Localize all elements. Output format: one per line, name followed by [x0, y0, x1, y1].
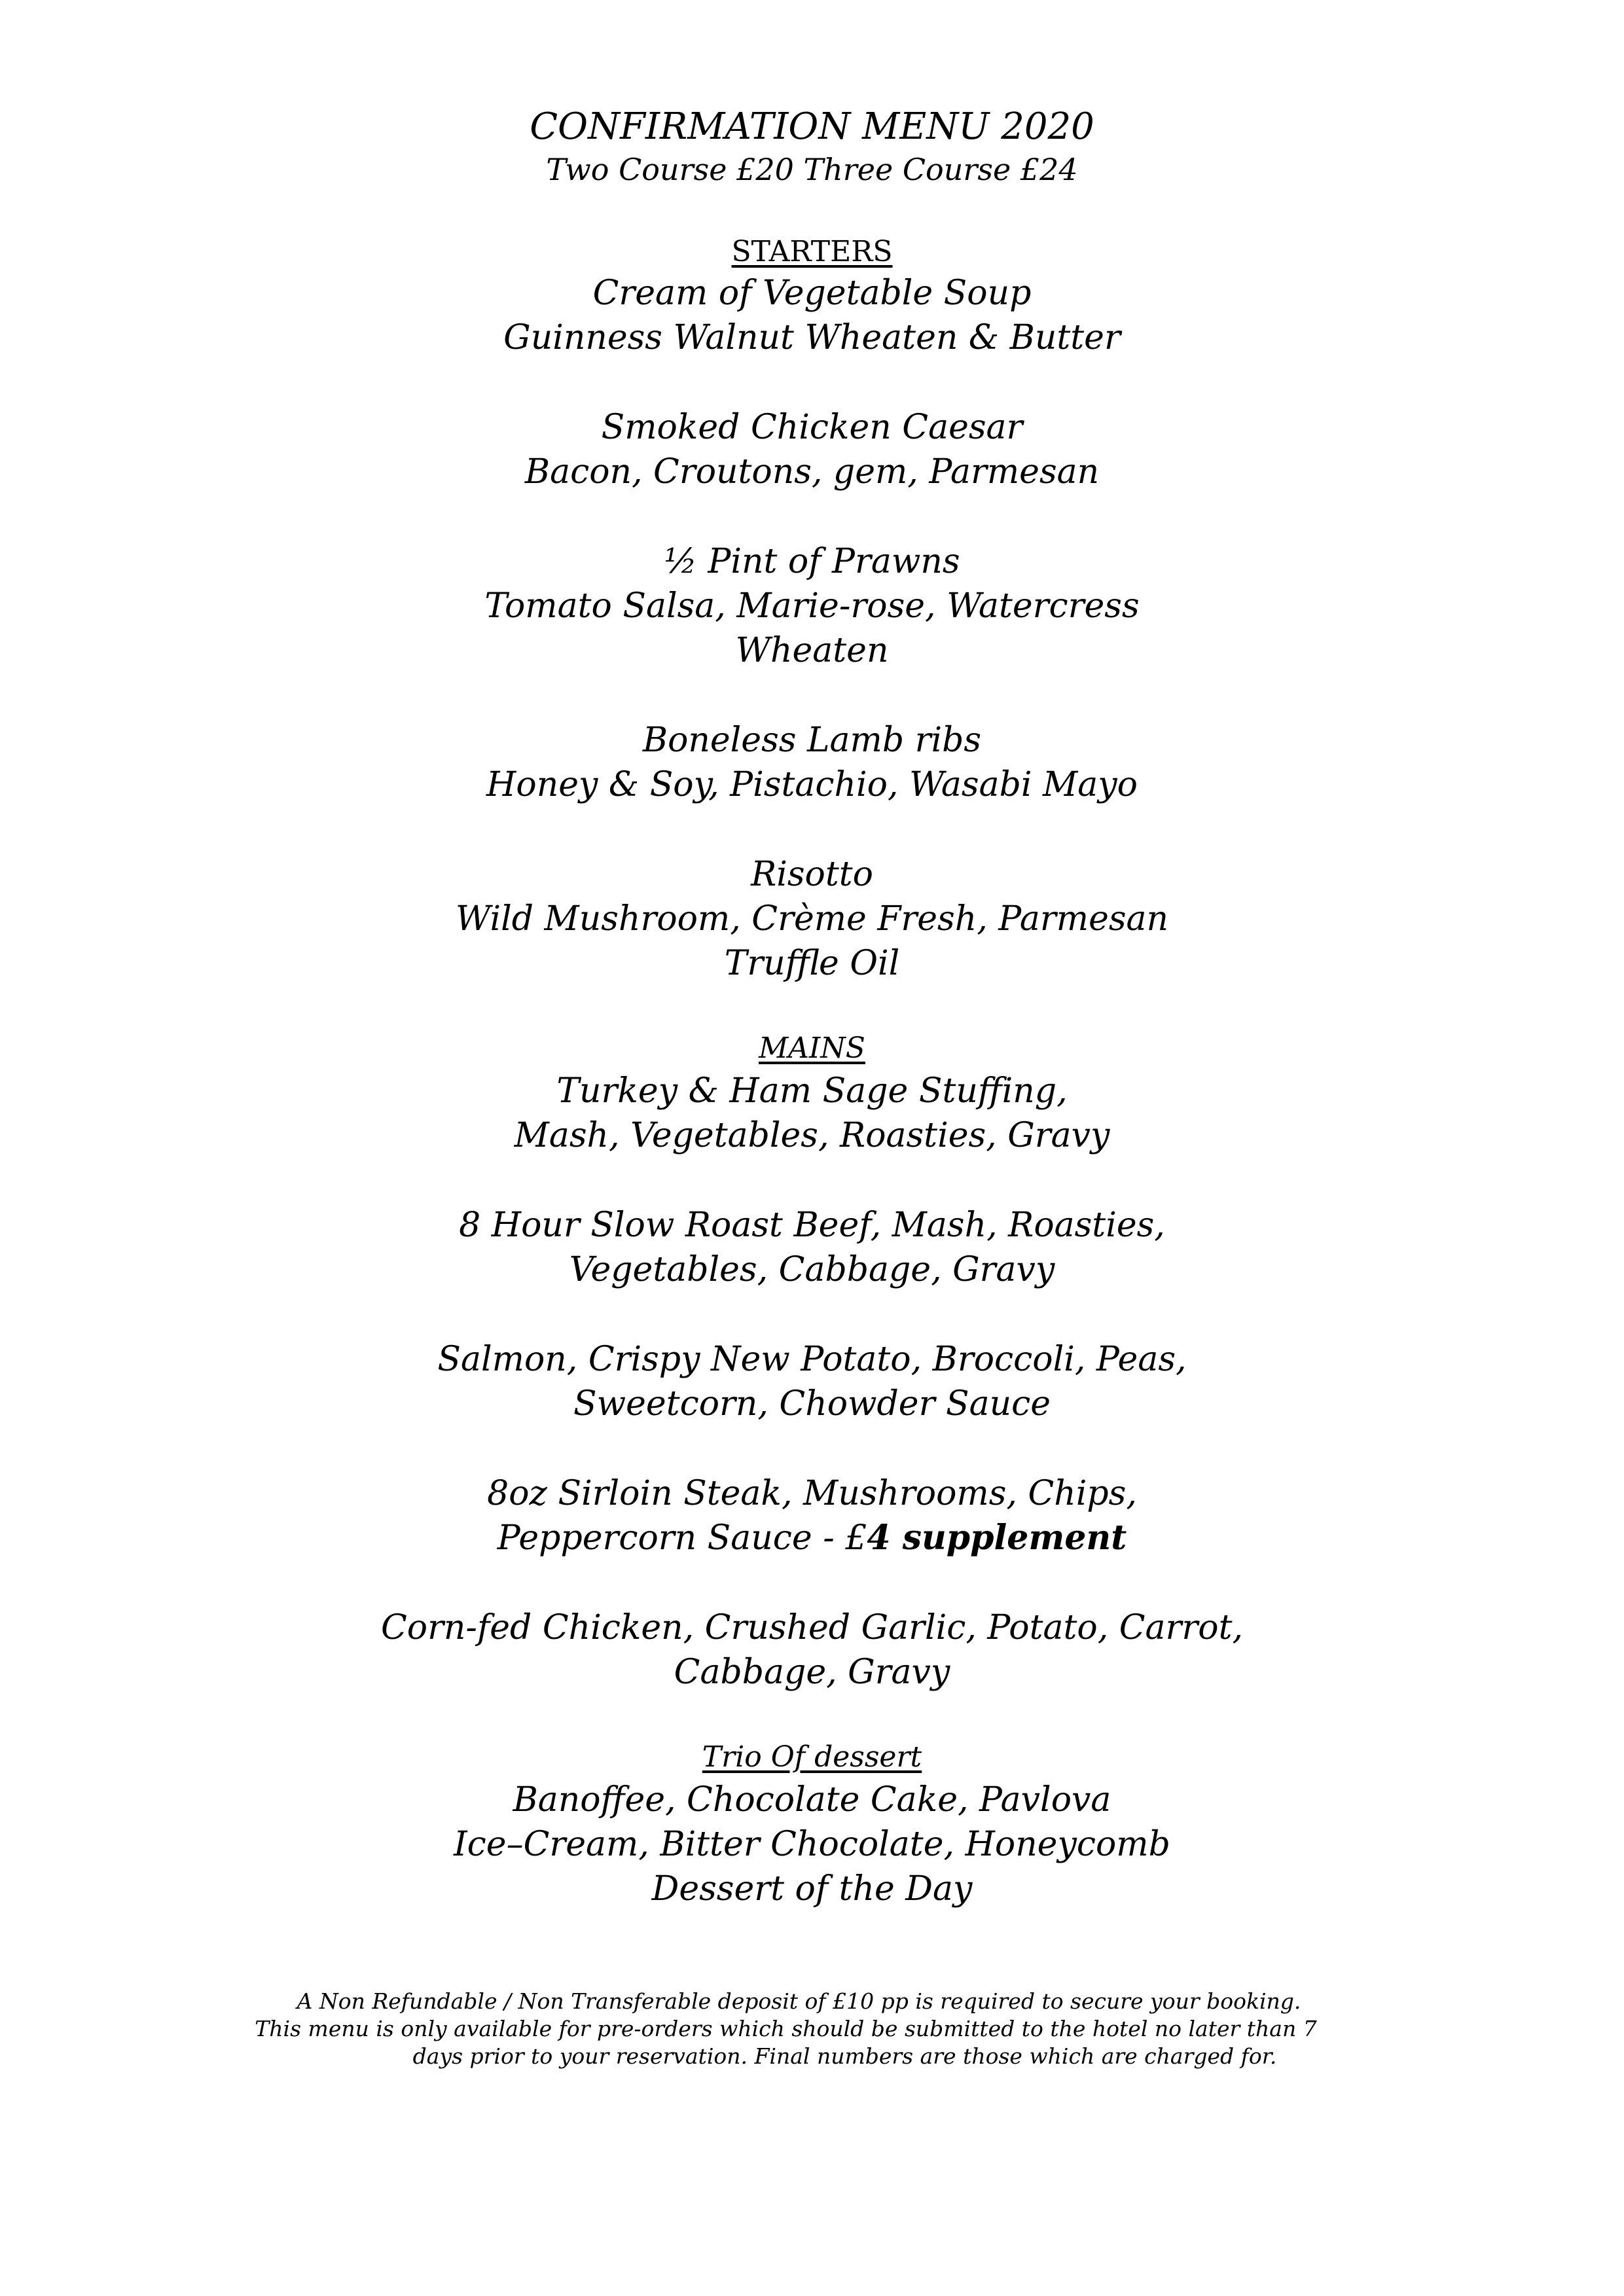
main-2-line-2: Vegetables, Cabbage, Gravy: [569, 1250, 1055, 1289]
main-1-line-2: Mash, Vegetables, Roasties, Gravy: [514, 1116, 1110, 1155]
starter-3-detail-1: Tomato Salsa, Marie-rose, Watercress: [484, 586, 1140, 626]
dessert-line-1: Banoffee, Chocolate Cake, Pavlova: [513, 1780, 1111, 1820]
main-4-line-2-text: Peppercorn Sauce - £: [497, 1518, 867, 1558]
main-4-line-2: [0, 1516, 1624, 1560]
starter-5-detail-2: Truffle Oil: [724, 944, 900, 983]
footer-line-1: A Non Refundable / Non Transferable deposit of £10 pp is required to secure your booking.: [297, 1988, 1301, 2014]
main-5-line-2: Cabbage, Gravy: [674, 1653, 950, 1692]
main-2-line-1: 8 Hour Slow Roast Beef, Mash, Roasties,: [459, 1206, 1165, 1245]
main-5-line-1: Corn-fed Chicken, Crushed Garlic, Potato, Carrot,: [380, 1608, 1244, 1647]
footer-line-2: This menu is only available for pre-orders which should be submitted to the hotel no later than 7: [255, 2016, 1317, 2041]
mains-heading: MAINS: [759, 1031, 865, 1065]
starter-1-detail: Guinness Walnut Wheaten & Butter: [503, 318, 1121, 357]
footer-line-3: days prior to your reservation. Final numbers are those which are charged for.: [412, 2043, 1277, 2069]
dessert-line-2: Ice–Cream, Bitter Chocolate, Honeycomb: [454, 1825, 1170, 1864]
starter-5-name: Risotto: [751, 855, 873, 894]
dessert-heading: Trio Of dessert: [702, 1740, 922, 1774]
menu-title: CONFIRMATION MENU 2020: [530, 105, 1094, 148]
starter-4-detail: Honey & Soy, Pistachio, Wasabi Mayo: [486, 765, 1138, 804]
starter-4-name: Boneless Lamb ribs: [642, 721, 982, 760]
main-3-line-1: Salmon, Crispy New Potato, Broccoli, Peas,: [437, 1340, 1187, 1379]
starters-heading: STARTERS: [731, 235, 893, 268]
starter-3-name: ½ Pint of Prawns: [664, 542, 960, 581]
main-1-line-1: Turkey & Ham Sage Stuffing,: [556, 1071, 1068, 1111]
starter-2-detail: Bacon, Croutons, gem, Parmesan: [524, 452, 1100, 492]
main-3-line-2: Sweetcorn, Chowder Sauce: [573, 1384, 1051, 1424]
starter-1-name: Cream of Vegetable Soup: [592, 274, 1032, 313]
menu-pricing: Two Course £20 Three Course £24: [546, 152, 1078, 187]
supplement-note: 4 supplement: [867, 1518, 1127, 1558]
main-4-line-1: 8oz Sirloin Steak, Mushrooms, Chips,: [487, 1474, 1137, 1513]
dessert-line-3: Dessert of the Day: [651, 1869, 973, 1909]
starter-2-name: Smoked Chicken Caesar: [601, 408, 1023, 447]
starter-3-detail-2: Wheaten: [735, 631, 889, 670]
starter-5-detail-1: Wild Mushroom, Crème Fresh, Parmesan: [455, 899, 1169, 939]
